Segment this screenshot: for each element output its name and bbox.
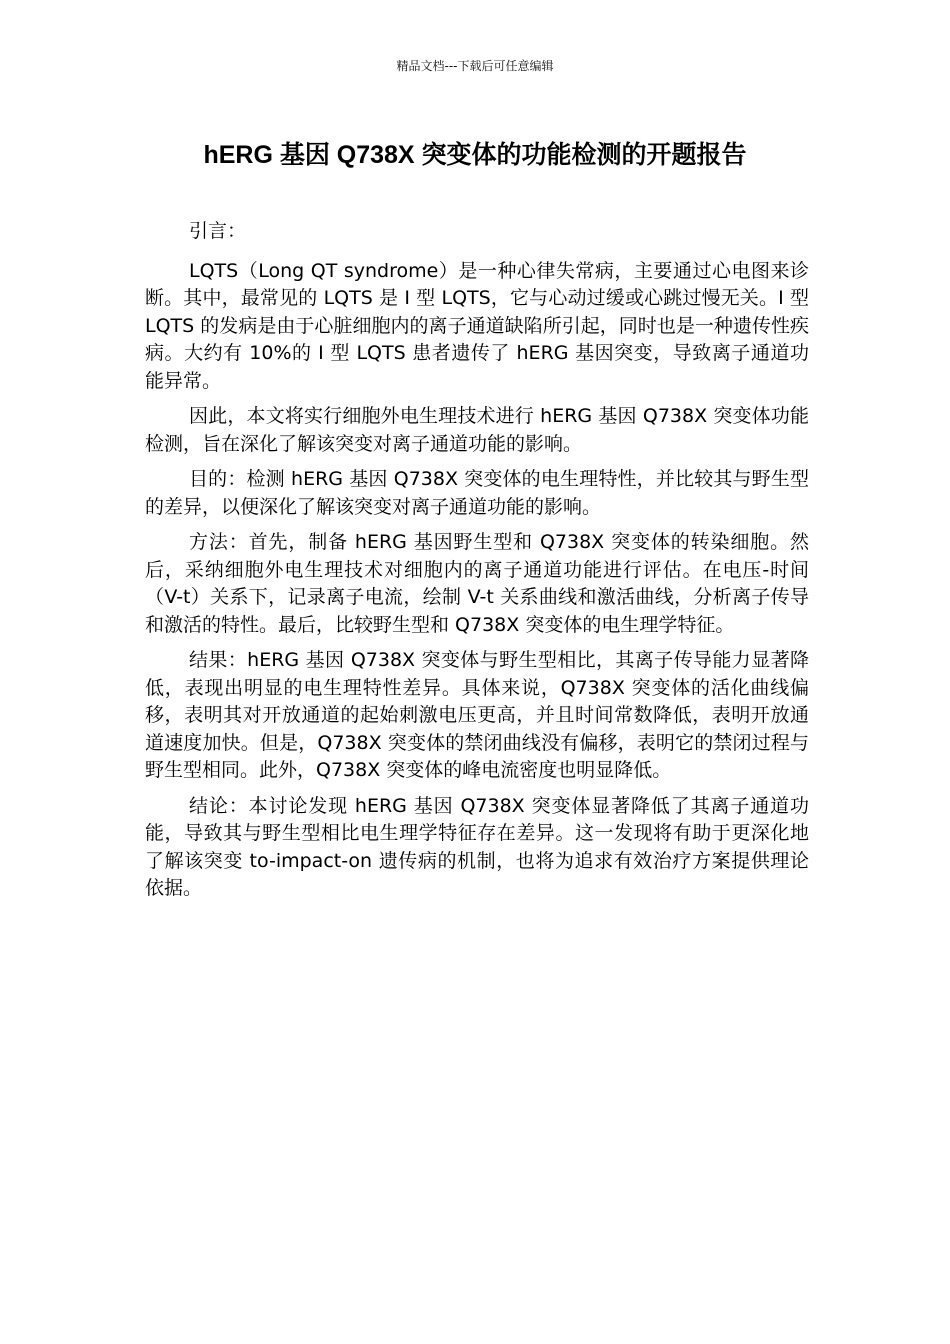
paragraph-lqts-background: LQTS（Long QT syndrome）是一种心律失常病，主要通过心电图来诊断。其中，最常见的 LQTS 是 I 型 LQTS，它与心动过缓或心跳过慢无关。I 型 LQTS 的发病是由于心脏细胞内的离子通道缺陷所引起，同时也是一种遗传性疾病。大约有 10%的 I 型 LQTS 患者遗传了 hERG 基因突变，导致离子通道功能异常。 xyxy=(145,259,809,392)
paragraph-objective: 目的：检测 hERG 基因 Q738X 突变体的电生理特性，并比较其与野生型的差异，以便深化了解该突变对离子通道功能的影响。 xyxy=(145,468,809,518)
paragraph-methods: 方法：首先，制备 hERG 基因野生型和 Q738X 突变体的转染细胞。然后，采纳细胞外电生理技术对细胞内的离子通道功能进行评估。在电压-时间（V-t）关系下，记录离子电流，绘制 V-t 关系曲线和激活曲线，分析离子传导和激活的特性。最后，比较野生型和 Q738X 突变体的电生理学特征。 xyxy=(145,531,809,636)
paragraph-results: 结果：hERG 基因 Q738X 突变体与野生型相比，其离子传导能力显著降低，表现出明显的电生理特性差异。具体来说，Q738X 突变体的活化曲线偏移，表明其对开放通道的起始刺激电压更高，并且时间常数降低，表明开放通道速度加快。但是，Q738X 突变体的禁闭曲线没有偏移，表明它的禁闭过程与野生型相同。此外，Q738X 突变体的峰电流密度也明显降低。 xyxy=(145,649,809,781)
document-body xyxy=(145,218,809,911)
paragraph-purpose-statement: 因此，本文将实行细胞外电生理技术进行 hERG 基因 Q738X 突变体功能检测，旨在深化了解该突变对离子通道功能的影响。 xyxy=(145,405,809,455)
paragraph-intro-heading: 引言： xyxy=(189,220,247,242)
document-title: hERG 基因 Q738X 突变体的功能检测的开题报告 xyxy=(203,141,747,169)
paragraph-conclusion: 结论：本讨论发现 hERG 基因 Q738X 突变体显著降低了其离子通道功能，导致其与野生型相比电生理学特征存在差异。这一发现将有助于更深化地了解该突变 to-impact-on 遗传病的机制，也将为追求有效治疗方案提供理论依据。 xyxy=(145,794,809,899)
page-header: 精品文档---下载后可任意编辑 xyxy=(396,59,554,73)
